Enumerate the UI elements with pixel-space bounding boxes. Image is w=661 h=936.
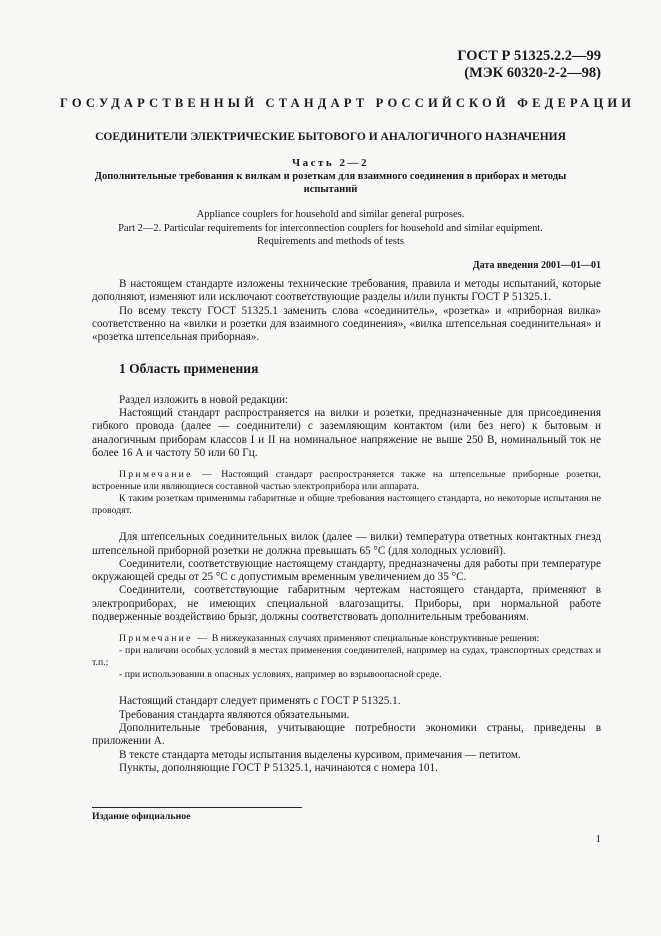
page-number: 1 bbox=[595, 833, 601, 845]
note-list-item: - при использовании в опасных условиях, например во взрывоопасной среде. bbox=[119, 669, 442, 681]
body-paragraph: Дополнительные требования, учитывающие потребности экономики страны, приведены в приложении А. bbox=[92, 721, 601, 748]
body-paragraph: Настоящий стандарт следует применять с ГОСТ Р 51325.1. bbox=[119, 695, 401, 708]
body-paragraph: В тексте стандарта методы испытания выделены курсивом, примечания — петитом. bbox=[119, 748, 521, 761]
note-paragraph bbox=[92, 469, 601, 493]
body-paragraph: Соединители, соответствующие настоящему стандарту, предназначены для работы при температуре окружающей среды от 25 °С с допустимым временным увеличением до 35 °С. bbox=[92, 557, 601, 584]
note-lead: Примечание — bbox=[119, 633, 210, 645]
body-paragraph: Раздел изложить в новой редакции: bbox=[119, 393, 289, 406]
official-edition-label: Издание официальное bbox=[92, 811, 191, 822]
document-code bbox=[457, 48, 601, 82]
state-standard-header: ГОСУДАРСТВЕННЫЙ СТАНДАРТ РОССИЙСКОЙ ФЕДЕРАЦИИ bbox=[60, 96, 636, 110]
body-paragraph: Для штепсельных соединительных вилок (далее — вилки) температура ответных контактных гнезд штепсельной приборной розетки не должна превышать 65 °С (для холодных условий). bbox=[92, 531, 601, 557]
note-paragraph bbox=[92, 633, 601, 645]
intro-paragraph: По всему тексту ГОСТ 51325.1 заменить слова «соединитель», «розетка» и «приборная вилка» соответственно на «вилки и розетки для взаимного соединения», «вилка штепсельная соединительная» и «розетка штепсельная приборная». bbox=[92, 304, 601, 344]
note-list-item: - при наличии особых условий в местах применения соединителей, например на судах, транспортных средствах и т.п.; bbox=[92, 645, 601, 669]
section-heading: 1 Область применения bbox=[119, 361, 259, 377]
document-code-gost: ГОСТ Р 51325.2.2—99 bbox=[457, 48, 601, 64]
footer-rule bbox=[92, 807, 302, 808]
english-title-line: Requirements and methods of tests bbox=[257, 236, 404, 247]
english-title-line: Part 2—2. Particular requirements for interconnection couplers for household and similar equipment. bbox=[118, 222, 543, 234]
document-title: СОЕДИНИТЕЛИ ЭЛЕКТРИЧЕСКИЕ БЫТОВОГО И АНАЛОГИЧНОГО НАЗНАЧЕНИЯ bbox=[95, 131, 566, 143]
body-paragraph: Требования стандарта являются обязательными. bbox=[119, 708, 350, 721]
document-body bbox=[92, 278, 601, 775]
intro-paragraph: В настоящем стандарте изложены технические требования, правила и методы испытаний, которые дополняют, изменяют или исключают соответствующие разделы и/или пункты ГОСТ Р 51325.1. bbox=[92, 278, 601, 304]
note-text: Настоящий стандарт распространяется также на штепсельные приборные розетки, встроенные или являющиеся составной частью электроприбора или аппарата. bbox=[92, 469, 601, 493]
introduction-date: Дата введения 2001—01—01 bbox=[472, 260, 601, 271]
body-paragraph: Настоящий стандарт распространяется на вилки и розетки, предназначенные для присоединения гибкого провода (далее — соединители) с заземляющим контактом (или без него) к бытовым и аналогичным приборам классов I и II на номинальное напряжение не выше 250 В, номинальный ток не более 16 А и частоту 50 или 60 Гц. bbox=[92, 407, 601, 459]
note-paragraph: К таким розеткам применимы габаритные и общие требования настоящего стандарта, но некоторые испытания не проводят. bbox=[92, 493, 601, 517]
english-title bbox=[60, 208, 601, 249]
body-paragraph: Соединители, соответствующие габаритным чертежам настоящего стандарта, применяют в электроприборах, не имеющих специальной влагозащиты. Приборы, при нормальной работе подверженные воздействию брызг, должны соответствовать дополнительным требованиям. bbox=[92, 584, 601, 624]
note-text: В нижеуказанных случаях применяют специальные конструктивные решения: bbox=[209, 633, 540, 645]
document-subtitle: Дополнительные требования к вилкам и розеткам для взаимного соединения в приборах и методы испытаний bbox=[94, 171, 567, 195]
body-paragraph: Пункты, дополняющие ГОСТ Р 51325.1, начинаются с номера 101. bbox=[119, 761, 438, 774]
note-lead: Примечание — bbox=[119, 469, 215, 481]
part-title: Часть 2—2 bbox=[292, 157, 369, 169]
document-code-iec: (МЭК 60320-2-2—98) bbox=[464, 65, 601, 81]
english-title-line: Appliance couplers for household and similar general purposes. bbox=[196, 209, 465, 220]
